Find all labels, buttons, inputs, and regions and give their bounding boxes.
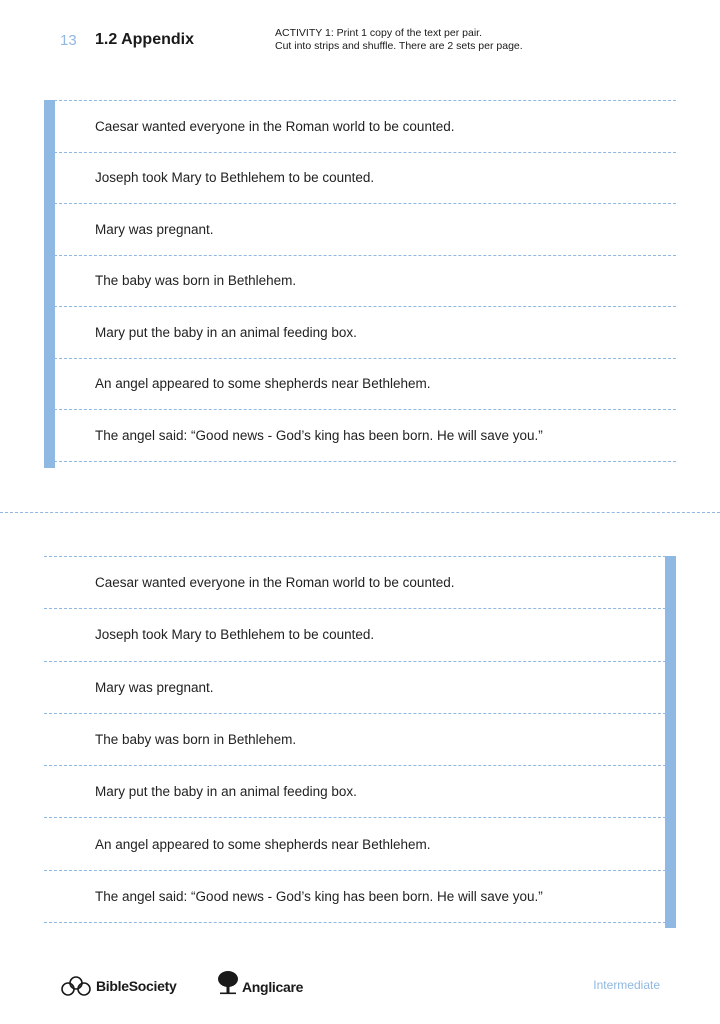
instruction-line: Cut into strips and shuffle. There are 2 sets per page. (275, 40, 523, 52)
strip-set-2 (44, 556, 676, 928)
text-strip: Caesar wanted everyone in the Roman world to be counted. (44, 101, 676, 153)
activity-instructions (275, 27, 523, 53)
accent-bar (44, 100, 55, 468)
bible-society-logo (60, 975, 176, 997)
instruction-line: ACTIVITY 1: Print 1 copy of the text per pair. (275, 27, 482, 39)
bible-society-rings-icon (60, 975, 92, 997)
text-strip: Caesar wanted everyone in the Roman world to be counted. (44, 557, 676, 609)
cut-line (0, 512, 720, 513)
anglicare-logo (216, 970, 303, 996)
strip-list (44, 556, 676, 923)
text-strip: An angel appeared to some shepherds near Bethlehem. (44, 359, 676, 411)
text-strip: Mary put the baby in an animal feeding box. (44, 307, 676, 359)
text-strip: The angel said: “Good news - God’s king has been born. He will save you.” (44, 410, 676, 462)
text-strip: The angel said: “Good news - God’s king has been born. He will save you.” (44, 871, 676, 923)
text-strip: Mary was pregnant. (44, 662, 676, 714)
accent-bar (665, 556, 676, 928)
text-strip: An angel appeared to some shepherds near Bethlehem. (44, 818, 676, 870)
text-strip: The baby was born in Bethlehem. (44, 714, 676, 766)
strip-set-1 (44, 100, 676, 468)
text-strip: Joseph took Mary to Bethlehem to be counted. (44, 609, 676, 661)
section-title: 1.2 Appendix (95, 31, 194, 48)
logo-text: Anglicare (242, 979, 304, 995)
tree-icon (216, 970, 240, 996)
text-strip: Mary put the baby in an animal feeding box. (44, 766, 676, 818)
text-strip: Joseph took Mary to Bethlehem to be counted. (44, 153, 676, 205)
page-number: 13 (60, 32, 77, 49)
text-strip: Mary was pregnant. (44, 204, 676, 256)
strip-list (44, 100, 676, 462)
text-strip: The baby was born in Bethlehem. (44, 256, 676, 308)
level-label: Intermediate (593, 978, 660, 992)
logo-text: BibleSociety (96, 978, 177, 994)
